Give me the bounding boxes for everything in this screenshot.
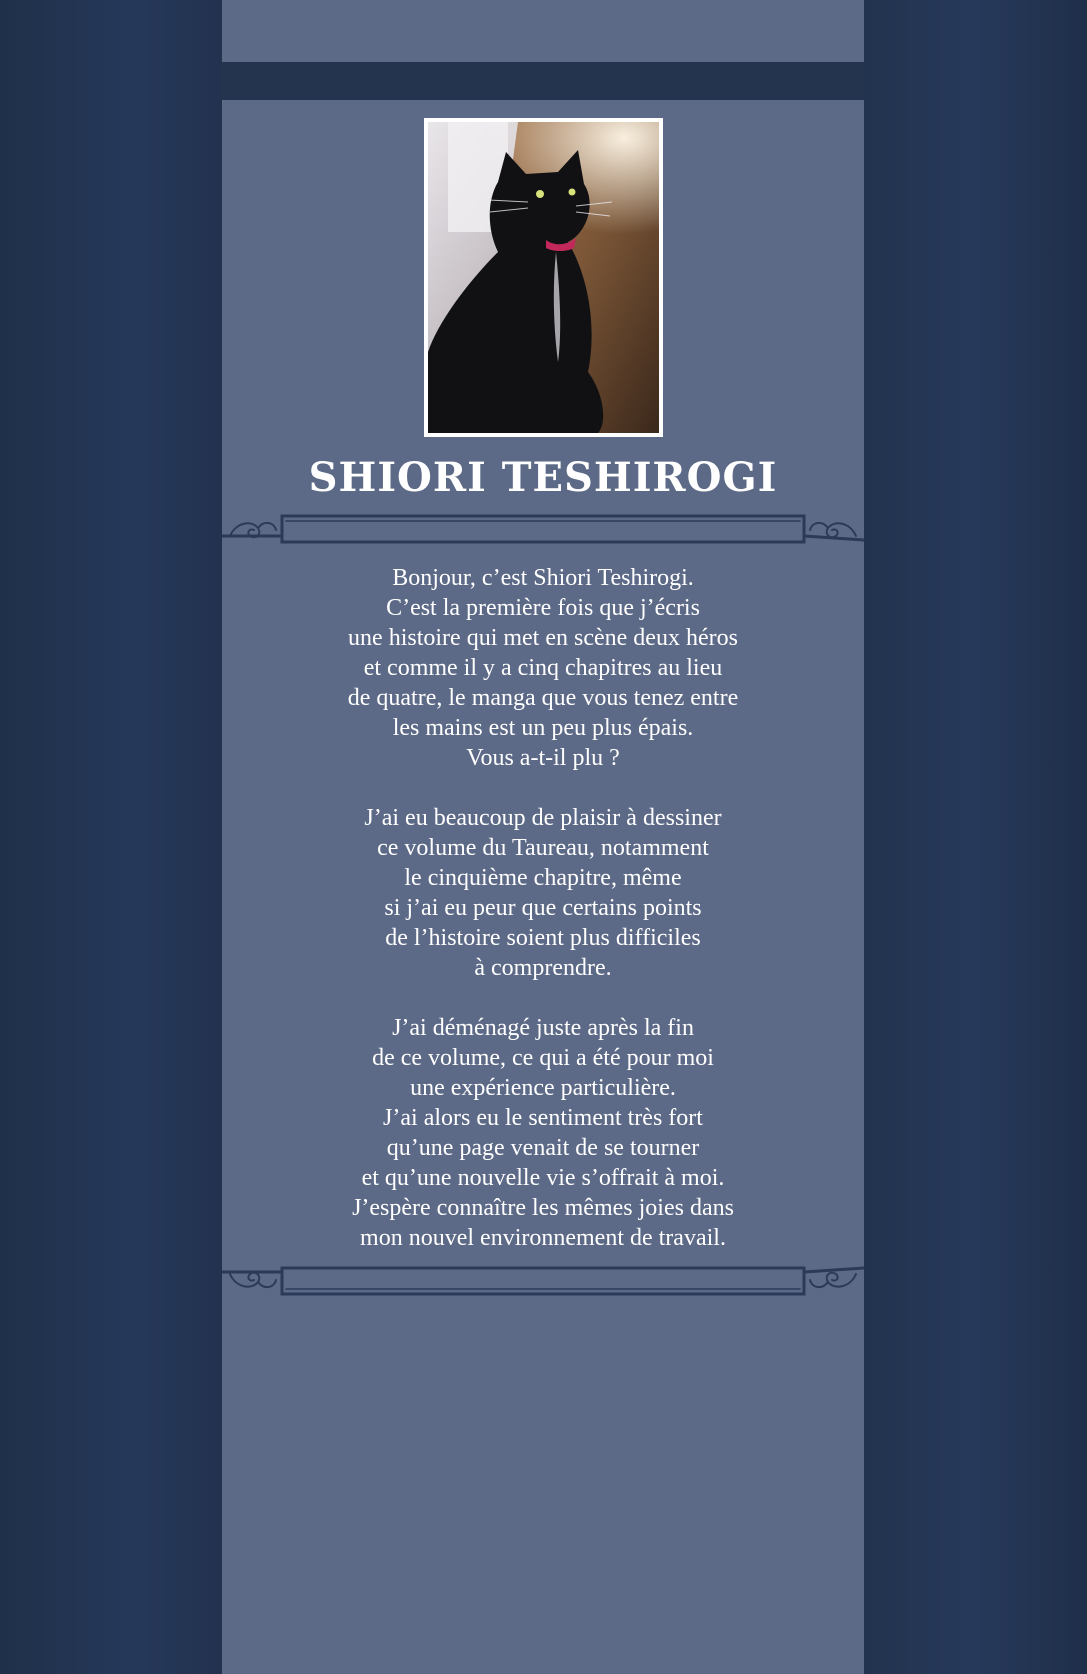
message-line: qu’une page venait de se tourner	[386, 1135, 700, 1161]
author-name-title: SHIORI TESHIROGI	[308, 454, 778, 501]
right-border-panel	[864, 0, 1087, 1674]
message-line: J’espère connaître les mêmes joies dans	[352, 1195, 734, 1221]
message-line: et qu’une nouvelle vie s’offrait à moi.	[361, 1165, 725, 1191]
message-line: J’ai alors eu le sentiment très fort	[383, 1105, 703, 1131]
message-line: Bonjour, c’est Shiori Teshirogi.	[392, 565, 694, 591]
message-paragraph-1	[222, 563, 864, 773]
ornamental-divider-bottom	[222, 1262, 864, 1302]
author-photo	[424, 118, 663, 437]
message-line: et comme il y a cinq chapitres au lieu	[363, 655, 723, 681]
message-paragraph-2	[222, 803, 864, 983]
message-line: une histoire qui met en scène deux héros	[348, 625, 738, 651]
author-message	[222, 563, 864, 1253]
message-line: J’ai eu beaucoup de plaisir à dessiner	[364, 805, 722, 831]
left-border-panel	[0, 0, 222, 1674]
message-line: de ce volume, ce qui a été pour moi	[372, 1045, 714, 1071]
content-column	[222, 0, 864, 1674]
message-line: les mains est un peu plus épais.	[392, 715, 694, 741]
message-line: si j’ai eu peur que certains points	[384, 895, 702, 921]
ornamental-divider-top	[222, 510, 864, 550]
message-line: ce volume du Taureau, notamment	[377, 835, 709, 861]
black-cat-photo-icon	[428, 122, 659, 433]
message-line: C’est la première fois que j’écris	[386, 595, 700, 621]
top-band	[222, 62, 864, 100]
message-line: J’ai déménagé juste après la fin	[392, 1015, 694, 1041]
message-line: de l’histoire soient plus difficiles	[385, 925, 701, 951]
message-line: Vous a-t-il plu ?	[466, 745, 620, 771]
message-line: de quatre, le manga que vous tenez entre	[347, 685, 739, 711]
message-paragraph-3	[222, 1013, 864, 1253]
message-line: une expérience particulière.	[410, 1075, 676, 1101]
message-line: le cinquième chapitre, même	[404, 865, 682, 891]
message-line: mon nouvel environnement de travail.	[360, 1225, 726, 1251]
message-line: à comprendre.	[474, 955, 612, 981]
